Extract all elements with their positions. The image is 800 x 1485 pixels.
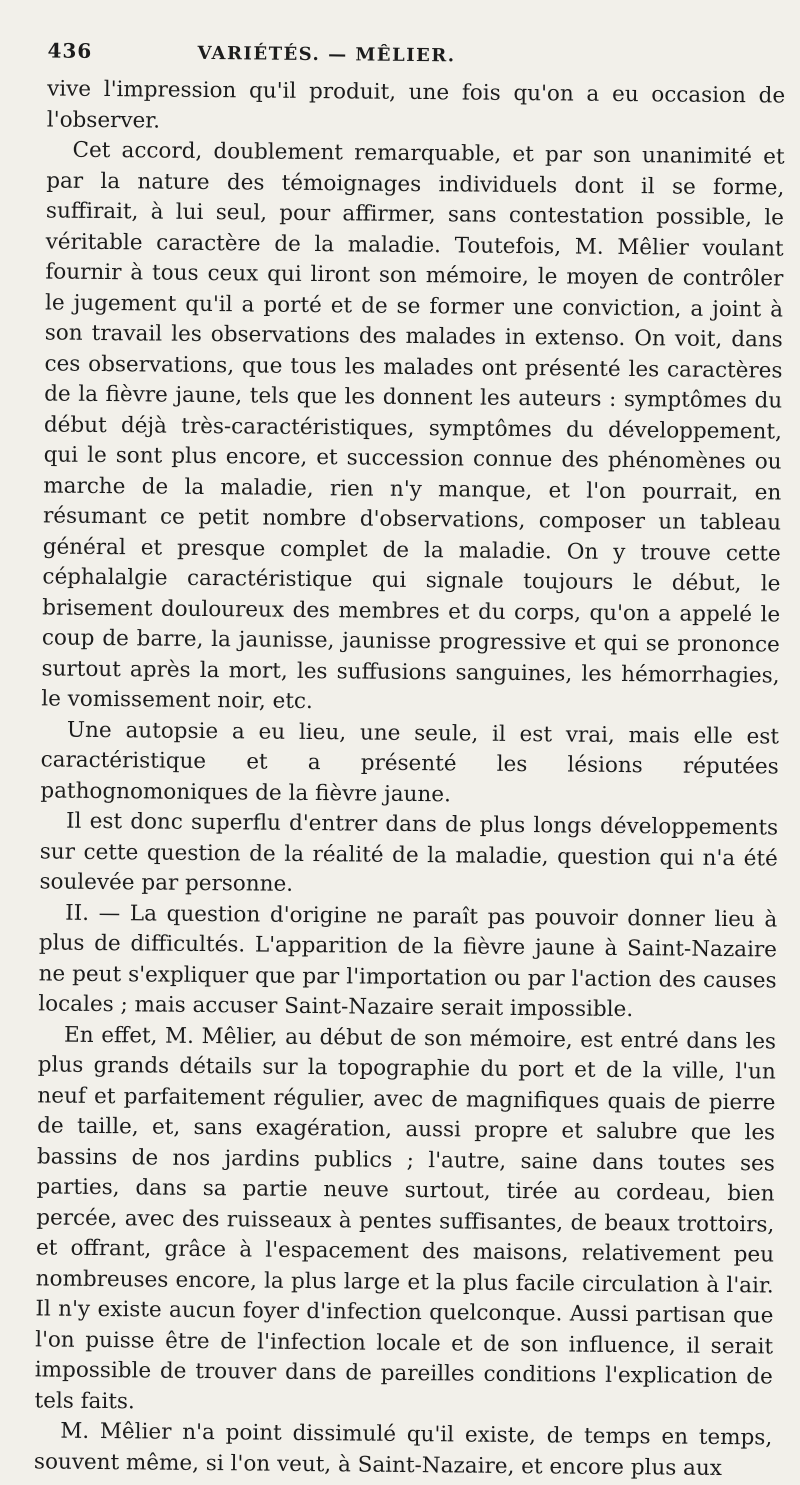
paragraph: Cet accord, doublement remarquable, et par son unanimité et par la nature des témoignages individuels dont il se forme, suffirait, à lui seul, pour affirmer, sans contestation possible, le véritable caractère de la maladie. Toutefois, M. Mêlier voulant fournir à tous ceux qui liront son mémoire, le moyen de contrôler le jugement qu'il a porté et de se former une conviction, a joint à son travail les observations des malades in extenso. On voit, dans ces observations, que tous les malades ont présenté les caractères de la fièvre jaune, tels que les donnent les auteurs : symptômes du début déjà très-caractéristiques, symptômes du développement, qui le sont plus encore, et succession connue des phénomènes ou marche de la maladie, rien n'y manque, et l'on pourrait, en résumant ce petit nombre d'observations, composer un tableau général et presque complet de la maladie. On y trouve cette céphalalgie caractéristique qui signale toujours le début, le brisement douloureux des membres et du corps, qu'on a appelé le coup de barre, la jaunisse, jaunisse progressive et qui se prononce surtout après la mort, les suffusions sanguines, les hémorrhagies, le vomissement noir, etc. [41, 137, 785, 715]
paragraph: vive l'impression qu'il produit, une fois qu'on a eu occasion de l'observer. [46, 76, 786, 134]
paragraph: Une autopsie a eu lieu, une seule, il est vrai, mais elle est caractéristique et a présenté les lésions réputées pathognomoniques de la fièvre jaune. [40, 717, 780, 807]
running-title: VARIÉTÉS. — MÊLIER. [197, 42, 456, 67]
running-header [47, 38, 785, 79]
paragraph: II. — La question d'origine ne paraît pas pouvoir donner lieu à plus de difficultés. L'apparition de la fièvre jaune à Saint-Nazaire ne peut s'expliquer que par l'importation ou par l'action des causes locales ; mais accuser Saint-Nazaire serait impossible. [38, 900, 778, 1023]
paragraph: En effet, M. Mêlier, au début de son mémoire, est entré dans les plus grands détails sur la topographie du port et de la ville, l'un neuf et parfaitement régulier, avec de magnifiques quais de pierre de taille, et, sans exagération, aussi propre et salubre que les bassins de nos jardins publics ; l'autre, saine dans toutes ses parties, dans sa partie neuve surtout, tirée au cordeau, bien percée, avec des ruisseaux à pentes suffisantes, de beaux trottoirs, et offrant, grâce à l'espacement des maisons, relativement peu nombreuses encore, la plus large et la plus facile circulation à l'air. Il n'y existe aucun foyer d'infection quelconque. Aussi partisan que l'on puisse être de l'infection locale et de son influence, il serait impossible de trouver dans de pareilles conditions l'explication de tels faits. [34, 1022, 777, 1414]
page-number: 436 [47, 38, 93, 63]
paragraph: Il est donc superflu d'entrer dans de plus longs développements sur cette question de la réalité de la maladie, question qui n'a été soulevée par personne. [39, 808, 779, 897]
page-body [34, 74, 785, 1484]
paragraph: M. Mêlier n'a point dissimulé qu'il existe, de temps en temps, souvent même, si l'on veut, à Saint-Nazaire, et encore plus aux [33, 1418, 773, 1481]
